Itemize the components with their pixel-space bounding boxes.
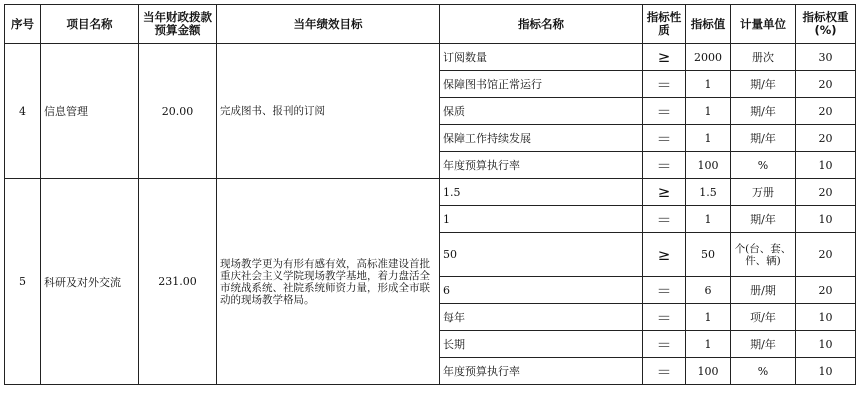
indicator-nature: ＝ bbox=[643, 304, 686, 331]
performance-table bbox=[4, 4, 856, 385]
indicator-nature: ＝ bbox=[643, 152, 686, 179]
indicator-name: 1 bbox=[440, 206, 643, 233]
indicator-weight: 20 bbox=[796, 98, 856, 125]
indicator-name: 6 bbox=[440, 277, 643, 304]
indicator-unit: 项/年 bbox=[731, 304, 796, 331]
table-row bbox=[5, 179, 856, 206]
header-row bbox=[5, 5, 856, 44]
indicator-name: 保障图书馆正常运行 bbox=[440, 71, 643, 98]
indicator-nature: ＝ bbox=[643, 277, 686, 304]
indicator-name: 50 bbox=[440, 233, 643, 277]
indicator-weight: 10 bbox=[796, 152, 856, 179]
project-seq: 4 bbox=[5, 44, 41, 179]
indicator-value: 6 bbox=[686, 277, 731, 304]
indicator-nature: ＝ bbox=[643, 98, 686, 125]
indicator-unit: 期/年 bbox=[731, 331, 796, 358]
indicator-value: 100 bbox=[686, 152, 731, 179]
header-unit: 计量单位 bbox=[731, 5, 796, 44]
indicator-nature: ＝ bbox=[643, 358, 686, 385]
project-name: 科研及对外交流 bbox=[41, 179, 139, 385]
indicator-value: 1 bbox=[686, 71, 731, 98]
indicator-value: 1 bbox=[686, 206, 731, 233]
project-goal: 完成图书、报刊的订阅 bbox=[217, 44, 440, 179]
indicator-weight: 20 bbox=[796, 125, 856, 152]
indicator-unit: 册次 bbox=[731, 44, 796, 71]
indicator-name: 订阅数量 bbox=[440, 44, 643, 71]
indicator-unit: 期/年 bbox=[731, 71, 796, 98]
project-budget: 231.00 bbox=[139, 179, 217, 385]
header-value: 指标值 bbox=[686, 5, 731, 44]
header-nature: 指标性质 bbox=[643, 5, 686, 44]
indicator-weight: 10 bbox=[796, 304, 856, 331]
indicator-name: 保质 bbox=[440, 98, 643, 125]
indicator-unit: 期/年 bbox=[731, 206, 796, 233]
indicator-unit: 期/年 bbox=[731, 125, 796, 152]
indicator-nature: ＝ bbox=[643, 331, 686, 358]
project-seq: 5 bbox=[5, 179, 41, 385]
indicator-unit: % bbox=[731, 358, 796, 385]
indicator-unit: 个(台、套、件、辆) bbox=[731, 233, 796, 277]
indicator-value: 1 bbox=[686, 331, 731, 358]
indicator-name: 年度预算执行率 bbox=[440, 152, 643, 179]
indicator-weight: 30 bbox=[796, 44, 856, 71]
indicator-name: 每年 bbox=[440, 304, 643, 331]
indicator-name: 年度预算执行率 bbox=[440, 358, 643, 385]
header-project-name: 项目名称 bbox=[41, 5, 139, 44]
indicator-nature: ≥ bbox=[643, 44, 686, 71]
table-row bbox=[5, 44, 856, 71]
indicator-value: 1.5 bbox=[686, 179, 731, 206]
indicator-weight: 20 bbox=[796, 71, 856, 98]
indicator-nature: ≥ bbox=[643, 233, 686, 277]
indicator-nature: ＝ bbox=[643, 206, 686, 233]
header-seq: 序号 bbox=[5, 5, 41, 44]
indicator-value: 1 bbox=[686, 98, 731, 125]
indicator-value: 50 bbox=[686, 233, 731, 277]
indicator-name: 长期 bbox=[440, 331, 643, 358]
header-goal: 当年绩效目标 bbox=[217, 5, 440, 44]
indicator-unit: 万册 bbox=[731, 179, 796, 206]
indicator-unit: 册/期 bbox=[731, 277, 796, 304]
project-name: 信息管理 bbox=[41, 44, 139, 179]
header-budget: 当年财政拨款预算金额 bbox=[139, 5, 217, 44]
indicator-weight: 10 bbox=[796, 358, 856, 385]
header-indicator-name: 指标名称 bbox=[440, 5, 643, 44]
indicator-weight: 10 bbox=[796, 206, 856, 233]
indicator-weight: 20 bbox=[796, 233, 856, 277]
indicator-value: 2000 bbox=[686, 44, 731, 71]
indicator-unit: % bbox=[731, 152, 796, 179]
indicator-nature: ＝ bbox=[643, 125, 686, 152]
indicator-value: 1 bbox=[686, 304, 731, 331]
header-weight: 指标权重(%) bbox=[796, 5, 856, 44]
project-goal: 现场教学更为有形有感有效，高标准建设首批重庆社会主义学院现场教学基地，着力盘活全市统战系统、社院系统师资力量，形成全市联动的现场教学格局。 bbox=[217, 179, 440, 385]
indicator-name: 1.5 bbox=[440, 179, 643, 206]
indicator-value: 100 bbox=[686, 358, 731, 385]
indicator-weight: 20 bbox=[796, 179, 856, 206]
indicator-unit: 期/年 bbox=[731, 98, 796, 125]
indicator-value: 1 bbox=[686, 125, 731, 152]
indicator-weight: 10 bbox=[796, 331, 856, 358]
indicator-nature: ≥ bbox=[643, 179, 686, 206]
project-budget: 20.00 bbox=[139, 44, 217, 179]
indicator-name: 保障工作持续发展 bbox=[440, 125, 643, 152]
indicator-weight: 20 bbox=[796, 277, 856, 304]
indicator-nature: ＝ bbox=[643, 71, 686, 98]
